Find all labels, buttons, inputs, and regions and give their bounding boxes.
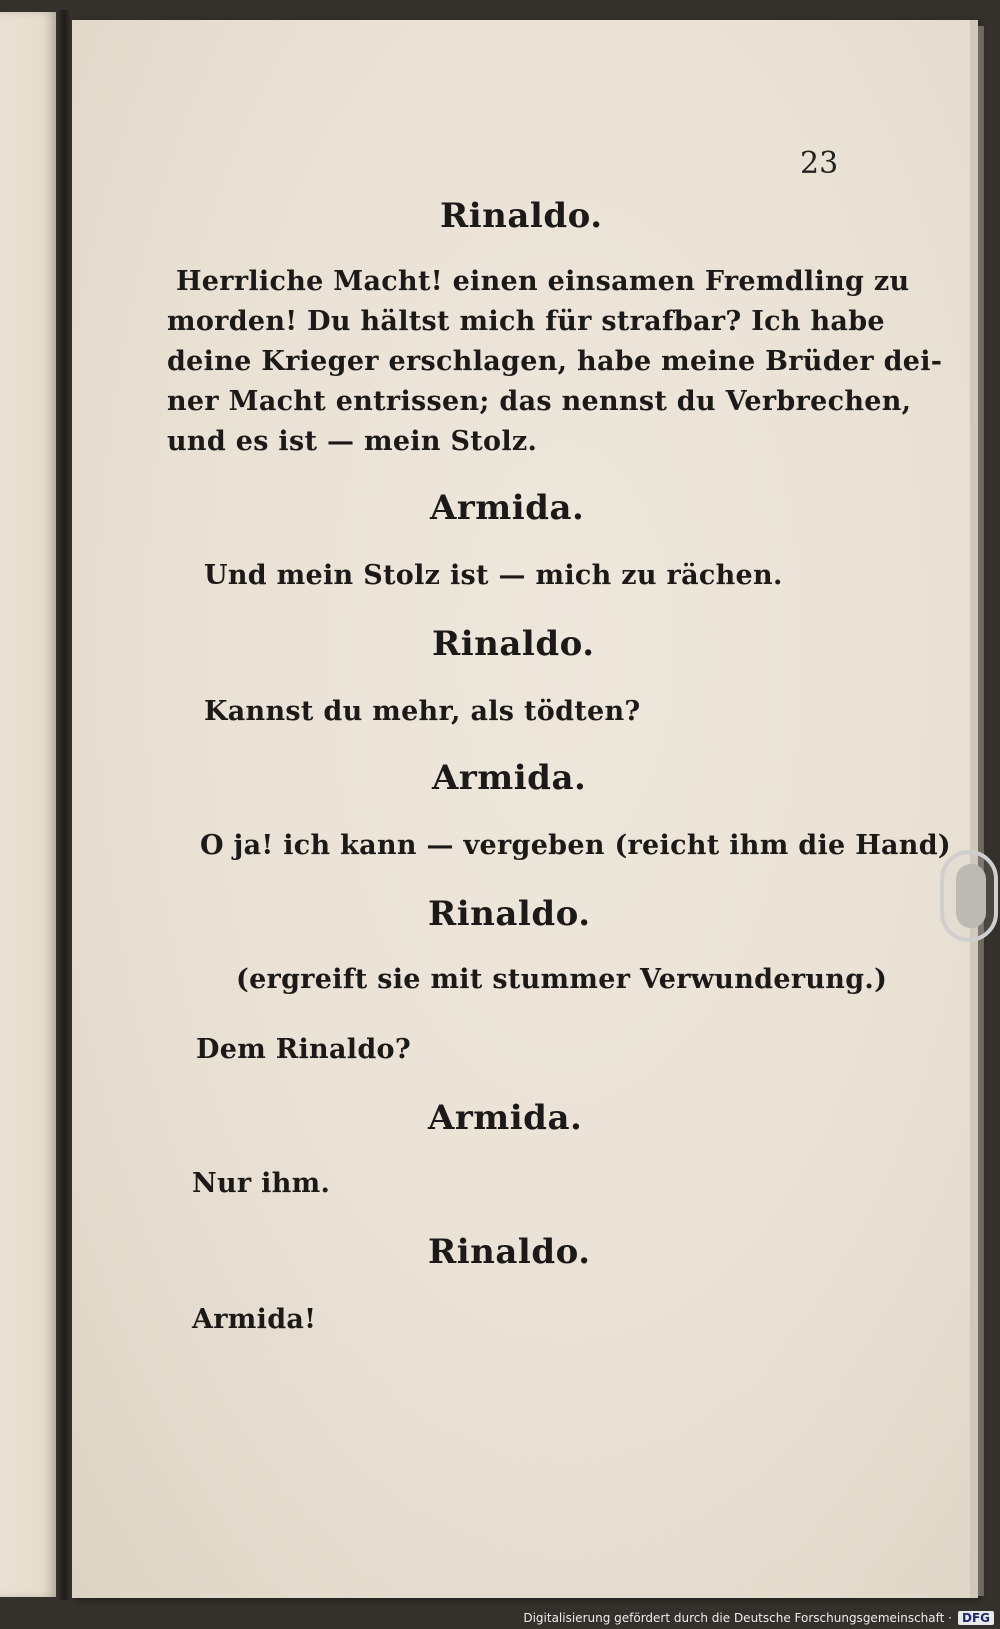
speaker-heading: Rinaldo.	[428, 1232, 591, 1272]
speech-line: Nur ihm.	[192, 1168, 331, 1199]
footer-credit	[523, 1611, 994, 1625]
speaker-heading: Armida.	[428, 1098, 583, 1138]
speaker-heading: Rinaldo.	[440, 196, 603, 236]
speech-line: Herrliche Macht! einen einsamen Fremdling zu	[176, 266, 910, 297]
page-number: 23	[800, 146, 839, 181]
dfg-logo: DFG	[958, 1611, 994, 1625]
paper-clip-inner	[956, 864, 986, 928]
speech-line: Und mein Stolz ist — mich zu rächen.	[204, 560, 783, 591]
speech-line: Armida!	[192, 1304, 317, 1335]
left-page-edge	[0, 12, 58, 1597]
book-page	[72, 20, 978, 1598]
speech-line: morden! Du hältst mich für strafbar? Ich habe	[167, 306, 885, 337]
stage-direction: (ergreift sie mit stummer Verwunderung.)	[236, 964, 888, 995]
speech-line: und es ist — mein Stolz.	[167, 426, 538, 457]
speaker-heading: Rinaldo.	[432, 624, 595, 664]
speaker-heading: Rinaldo.	[428, 894, 591, 934]
speech-line: deine Krieger erschlagen, habe meine Brüder dei-	[167, 346, 943, 377]
speech-line: ner Macht entrissen; das nennst du Verbrechen,	[167, 386, 912, 417]
speech-line: O ja! ich kann — vergeben (reicht ihm die Hand)	[200, 830, 951, 861]
speech-line: Dem Rinaldo?	[196, 1034, 411, 1065]
speaker-heading: Armida.	[432, 758, 587, 798]
speech-line: Kannst du mehr, als tödten?	[204, 696, 641, 727]
speaker-heading: Armida.	[430, 488, 585, 528]
book-gutter	[56, 10, 72, 1600]
footer-credit-text: Digitalisierung gefördert durch die Deutsche Forschungsgemeinschaft ·	[523, 1611, 952, 1625]
